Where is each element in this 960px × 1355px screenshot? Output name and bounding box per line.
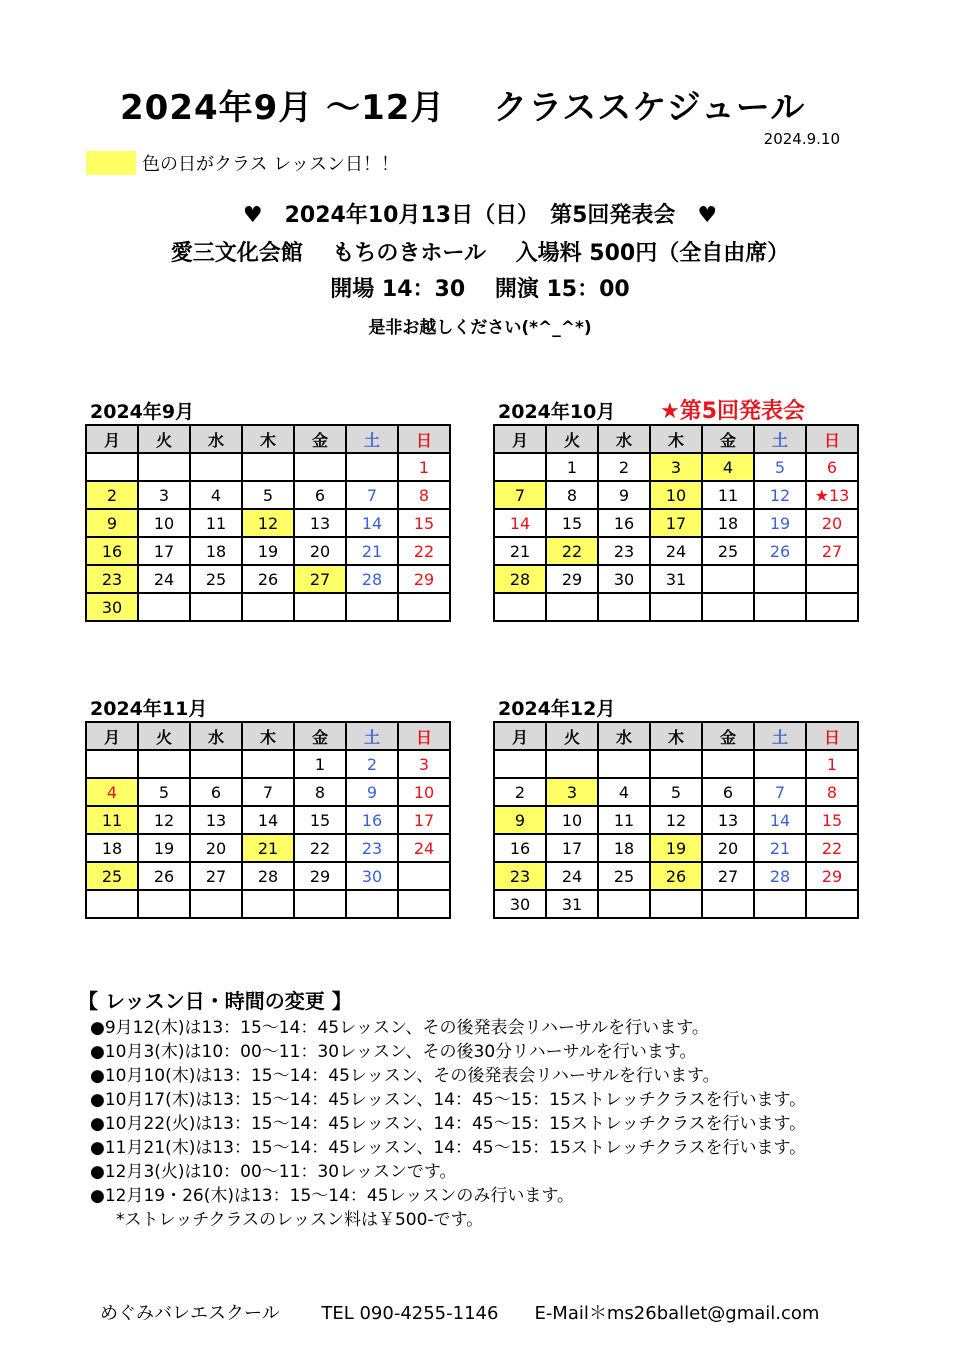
calendar-day <box>398 593 450 621</box>
calendar-week <box>86 453 450 481</box>
calendar-day: 9 <box>598 481 650 509</box>
calendar-day <box>86 890 138 918</box>
calendar-day: 13 <box>294 509 346 537</box>
legend-text: 色の日がクラス レッスン日！！ <box>142 154 400 175</box>
calendar-day: 27 <box>702 862 754 890</box>
calendar-day <box>546 593 598 621</box>
calendar-day: 21 <box>754 834 806 862</box>
weekday-header: 金 <box>294 722 346 750</box>
calendar-day: 18 <box>702 509 754 537</box>
calendar-week <box>494 834 858 862</box>
change-item: ●10月22(火)は13：15～14：45レッスン、14：45～15：15ストレッチクラスを行います。 <box>90 1114 807 1134</box>
calendar-day: 21 <box>494 537 546 565</box>
weekday-header: 月 <box>494 425 546 453</box>
weekday-header: 日 <box>398 425 450 453</box>
calendar-day: 28 <box>242 862 294 890</box>
calendar-day: 11 <box>598 806 650 834</box>
calendar-day: 12 <box>754 481 806 509</box>
calendar-day: 24 <box>546 862 598 890</box>
calendar-day: 3 <box>546 778 598 806</box>
calendar-week <box>86 890 450 918</box>
page-title: 2024年9月 ～12月 クラススケジュール <box>120 88 806 128</box>
calendar-day: 26 <box>650 862 702 890</box>
calendar-day <box>494 593 546 621</box>
calendar-day <box>86 750 138 778</box>
calendar-day <box>650 593 702 621</box>
calendar-day: 4 <box>86 778 138 806</box>
calendar-day <box>598 750 650 778</box>
calendar-day: 10 <box>546 806 598 834</box>
calendar-day: 6 <box>806 453 858 481</box>
change-item: ●10月10(木)は13：15～14：45レッスン、その後発表会リハーサルを行います。 <box>90 1066 720 1086</box>
calendar-day: 7 <box>346 481 398 509</box>
weekday-header: 日 <box>806 425 858 453</box>
calendar-day: 17 <box>138 537 190 565</box>
calendar-day <box>242 453 294 481</box>
weekday-header: 金 <box>294 425 346 453</box>
calendar-day: 14 <box>494 509 546 537</box>
calendar-day <box>598 593 650 621</box>
calendar-day <box>754 890 806 918</box>
calendar-day: 23 <box>86 565 138 593</box>
calendar-day: 9 <box>86 509 138 537</box>
calendar-sep <box>85 424 451 622</box>
weekday-header: 日 <box>398 722 450 750</box>
calendar-day: 25 <box>86 862 138 890</box>
calendar-dec <box>493 721 859 919</box>
calendar-day: 24 <box>398 834 450 862</box>
calendar-day: 6 <box>190 778 242 806</box>
changes-list <box>78 1016 806 1208</box>
calendar-day: 25 <box>702 537 754 565</box>
event-title: ♥ 2024年10月13日（日） 第5回発表会 ♥ <box>242 203 718 228</box>
calendar-day: 27 <box>190 862 242 890</box>
calendar-day: 13 <box>190 806 242 834</box>
calendar-week <box>86 593 450 621</box>
calendar-day: 31 <box>546 890 598 918</box>
calendar-day: 28 <box>754 862 806 890</box>
calendar-day: 26 <box>754 537 806 565</box>
calendar-day: 21 <box>242 834 294 862</box>
calendar-day: 15 <box>294 806 346 834</box>
calendar-day <box>138 593 190 621</box>
calendar-week <box>86 481 450 509</box>
calendar-day: 12 <box>242 509 294 537</box>
calendar-day: 6 <box>294 481 346 509</box>
weekday-header: 金 <box>702 425 754 453</box>
footer-contact: めぐみバレエスクール TEL 090-4255-1146 E-Mail＊ms26ballet@gmail.com <box>100 1303 820 1324</box>
calendar-title-nov: 2024年11月 <box>90 698 208 720</box>
weekday-header: 火 <box>138 722 190 750</box>
calendar-oct <box>493 424 859 622</box>
calendar-day <box>806 890 858 918</box>
calendar-week <box>494 565 858 593</box>
weekday-header: 月 <box>86 722 138 750</box>
event-venue: 愛三文化会館 もちのきホール 入場料 500円（全自由席） <box>170 241 790 266</box>
calendar-day: 16 <box>86 537 138 565</box>
calendar-day: 17 <box>398 806 450 834</box>
change-item: ●12月19・26(木)は13：15～14：45レッスンのみ行います。 <box>90 1186 574 1206</box>
calendar-day: 15 <box>806 806 858 834</box>
calendar-day: 8 <box>806 778 858 806</box>
calendar-day: 3 <box>650 453 702 481</box>
calendar-day <box>806 565 858 593</box>
calendar-day: 29 <box>294 862 346 890</box>
weekday-header: 木 <box>242 425 294 453</box>
calendar-day: 4 <box>190 481 242 509</box>
calendar-day: 29 <box>546 565 598 593</box>
calendar-day: 30 <box>346 862 398 890</box>
weekday-header: 水 <box>598 425 650 453</box>
weekday-header: 月 <box>86 425 138 453</box>
weekday-header: 日 <box>806 722 858 750</box>
calendar-day <box>346 890 398 918</box>
calendar-day: 24 <box>650 537 702 565</box>
weekday-header: 月 <box>494 722 546 750</box>
legend-swatch <box>86 151 136 175</box>
calendar-day <box>650 750 702 778</box>
calendar-day <box>190 890 242 918</box>
calendar-day: 2 <box>346 750 398 778</box>
calendar-week <box>494 778 858 806</box>
calendar-day: 13 <box>702 806 754 834</box>
calendar-week <box>86 834 450 862</box>
calendar-day: 22 <box>398 537 450 565</box>
calendar-day: 16 <box>598 509 650 537</box>
calendar-day: 22 <box>546 537 598 565</box>
calendar-day: 7 <box>242 778 294 806</box>
calendar-day <box>754 593 806 621</box>
calendar-day: 29 <box>398 565 450 593</box>
calendar-day: 7 <box>494 481 546 509</box>
weekday-header: 土 <box>754 722 806 750</box>
calendar-day <box>346 593 398 621</box>
calendar-day <box>398 862 450 890</box>
change-item: ●12月3(火)は10：00～11：30レッスンです。 <box>90 1162 457 1182</box>
calendar-day: 20 <box>294 537 346 565</box>
calendar-day: 18 <box>86 834 138 862</box>
calendar-day <box>494 750 546 778</box>
calendar-week <box>86 778 450 806</box>
calendar-day <box>294 593 346 621</box>
calendar-week <box>494 890 858 918</box>
calendar-day: 2 <box>86 481 138 509</box>
calendar-day: 5 <box>138 778 190 806</box>
calendar-day: 30 <box>494 890 546 918</box>
weekday-header: 土 <box>346 425 398 453</box>
legend <box>86 150 399 176</box>
stretch-fee-note: *ストレッチクラスのレッスン料は￥500-です。 <box>116 1210 484 1230</box>
calendar-title-oct: 2024年10月 <box>498 401 616 423</box>
calendar-day <box>754 750 806 778</box>
calendar-day <box>190 750 242 778</box>
calendar-day <box>138 890 190 918</box>
calendar-day <box>494 453 546 481</box>
calendar-title-dec: 2024年12月 <box>498 698 616 720</box>
calendar-week <box>494 509 858 537</box>
calendar-day: 15 <box>398 509 450 537</box>
calendar-day: ★13 <box>806 481 858 509</box>
calendar-day: 4 <box>702 453 754 481</box>
calendar-week <box>86 862 450 890</box>
calendar-day: 15 <box>546 509 598 537</box>
calendar-day <box>294 890 346 918</box>
calendar-day <box>86 453 138 481</box>
weekday-header: 水 <box>190 425 242 453</box>
calendar-day <box>346 453 398 481</box>
calendar-day: 1 <box>806 750 858 778</box>
calendar-day: 25 <box>598 862 650 890</box>
calendar-day: 19 <box>242 537 294 565</box>
calendar-day: 19 <box>754 509 806 537</box>
calendar-day: 8 <box>294 778 346 806</box>
calendar-day <box>242 593 294 621</box>
weekday-header: 木 <box>650 722 702 750</box>
calendar-day: 23 <box>494 862 546 890</box>
calendar-day <box>702 750 754 778</box>
calendar-day: 8 <box>398 481 450 509</box>
weekday-header: 火 <box>546 722 598 750</box>
calendar-day: 5 <box>754 453 806 481</box>
calendar-day: 24 <box>138 565 190 593</box>
calendar-day: 12 <box>138 806 190 834</box>
calendar-day: 12 <box>650 806 702 834</box>
calendar-day: 14 <box>754 806 806 834</box>
calendar-day: 22 <box>806 834 858 862</box>
weekday-header-row <box>86 722 450 750</box>
calendar-day <box>546 750 598 778</box>
calendar-day <box>138 453 190 481</box>
calendar-day <box>702 565 754 593</box>
calendar-day <box>598 890 650 918</box>
change-item: ●11月21(木)は13：15～14：45レッスン、14：45～15：15ストレッチクラスを行います。 <box>90 1138 807 1158</box>
weekday-header: 木 <box>242 722 294 750</box>
calendar-day <box>398 890 450 918</box>
calendar-day: 26 <box>242 565 294 593</box>
calendar-day: 29 <box>806 862 858 890</box>
calendar-day: 31 <box>650 565 702 593</box>
weekday-header: 水 <box>598 722 650 750</box>
calendar-day: 20 <box>806 509 858 537</box>
calendar-day <box>242 890 294 918</box>
calendar-day: 27 <box>294 565 346 593</box>
calendar-day <box>806 593 858 621</box>
calendar-day: 14 <box>346 509 398 537</box>
calendar-day: 27 <box>806 537 858 565</box>
calendar-day: 11 <box>702 481 754 509</box>
calendar-day: 5 <box>242 481 294 509</box>
calendar-day: 16 <box>346 806 398 834</box>
calendar-day: 19 <box>650 834 702 862</box>
calendar-day: 3 <box>138 481 190 509</box>
calendar-week <box>86 537 450 565</box>
calendar-day: 19 <box>138 834 190 862</box>
calendar-day: 11 <box>190 509 242 537</box>
calendar-day <box>702 593 754 621</box>
calendar-nov <box>85 721 451 919</box>
calendar-week <box>86 509 450 537</box>
calendar-week <box>494 453 858 481</box>
calendar-day: 10 <box>138 509 190 537</box>
calendar-day: 3 <box>398 750 450 778</box>
calendar-day: 7 <box>754 778 806 806</box>
calendar-day <box>242 750 294 778</box>
calendar-day: 20 <box>702 834 754 862</box>
change-item: ●10月3(木)は10：00～11：30レッスン、その後30分リハーサルを行います。 <box>90 1042 697 1062</box>
calendar-day <box>702 890 754 918</box>
calendar-day: 17 <box>650 509 702 537</box>
calendar-week <box>494 806 858 834</box>
calendar-week <box>86 565 450 593</box>
calendar-day: 9 <box>346 778 398 806</box>
calendar-day: 2 <box>598 453 650 481</box>
calendar-day: 20 <box>190 834 242 862</box>
weekday-header-row <box>494 425 858 453</box>
calendar-day: 30 <box>86 593 138 621</box>
changes-heading: 【 レッスン日・時間の変更 】 <box>78 989 352 1013</box>
calendar-day: 18 <box>190 537 242 565</box>
calendar-day: 9 <box>494 806 546 834</box>
calendar-day: 26 <box>138 862 190 890</box>
weekday-header: 土 <box>346 722 398 750</box>
weekday-header-row <box>86 425 450 453</box>
calendar-day: 21 <box>346 537 398 565</box>
calendar-week <box>86 750 450 778</box>
calendar-title-sep: 2024年9月 <box>90 401 195 423</box>
change-item: ●9月12(木)は13：15～14：45レッスン、その後発表会リハーサルを行います。 <box>90 1018 709 1038</box>
weekday-header: 水 <box>190 722 242 750</box>
weekday-header: 木 <box>650 425 702 453</box>
calendar-day: 28 <box>346 565 398 593</box>
calendar-day: 5 <box>650 778 702 806</box>
calendar-week <box>494 862 858 890</box>
calendar-day: 10 <box>650 481 702 509</box>
weekday-header-row <box>494 722 858 750</box>
calendar-day: 23 <box>346 834 398 862</box>
calendar-day: 30 <box>598 565 650 593</box>
calendar-day: 16 <box>494 834 546 862</box>
calendar-day <box>294 453 346 481</box>
calendar-day: 11 <box>86 806 138 834</box>
calendar-day: 1 <box>294 750 346 778</box>
calendar-day: 14 <box>242 806 294 834</box>
calendar-week <box>494 537 858 565</box>
event-invite: 是非お越しください(*^_^*) <box>368 318 592 338</box>
calendar-week <box>494 593 858 621</box>
calendar-day: 25 <box>190 565 242 593</box>
calendar-day: 22 <box>294 834 346 862</box>
calendar-day: 10 <box>398 778 450 806</box>
calendar-day: 23 <box>598 537 650 565</box>
calendar-day <box>138 750 190 778</box>
weekday-header: 金 <box>702 722 754 750</box>
calendar-week <box>494 481 858 509</box>
calendar-day: 17 <box>546 834 598 862</box>
event-times: 開場 14：30 開演 15：00 <box>330 277 630 302</box>
calendar-day <box>754 565 806 593</box>
calendar-day: 1 <box>546 453 598 481</box>
calendar-day: 18 <box>598 834 650 862</box>
weekday-header: 土 <box>754 425 806 453</box>
schedule-changes <box>78 985 806 1232</box>
calendar-day <box>190 593 242 621</box>
issue-date: 2024.9.10 <box>763 130 840 148</box>
calendar-day: 8 <box>546 481 598 509</box>
calendar-day <box>190 453 242 481</box>
calendar-day: 28 <box>494 565 546 593</box>
weekday-header: 火 <box>138 425 190 453</box>
calendar-week <box>494 750 858 778</box>
recital-note: ★第5回発表会 <box>660 399 806 424</box>
weekday-header: 火 <box>546 425 598 453</box>
calendar-day: 6 <box>702 778 754 806</box>
change-item: ●10月17(木)は13：15～14：45レッスン、14：45～15：15ストレッチクラスを行います。 <box>90 1090 807 1110</box>
calendar-day <box>650 890 702 918</box>
calendar-day: 1 <box>398 453 450 481</box>
calendar-day: 2 <box>494 778 546 806</box>
calendar-week <box>86 806 450 834</box>
calendar-day: 4 <box>598 778 650 806</box>
